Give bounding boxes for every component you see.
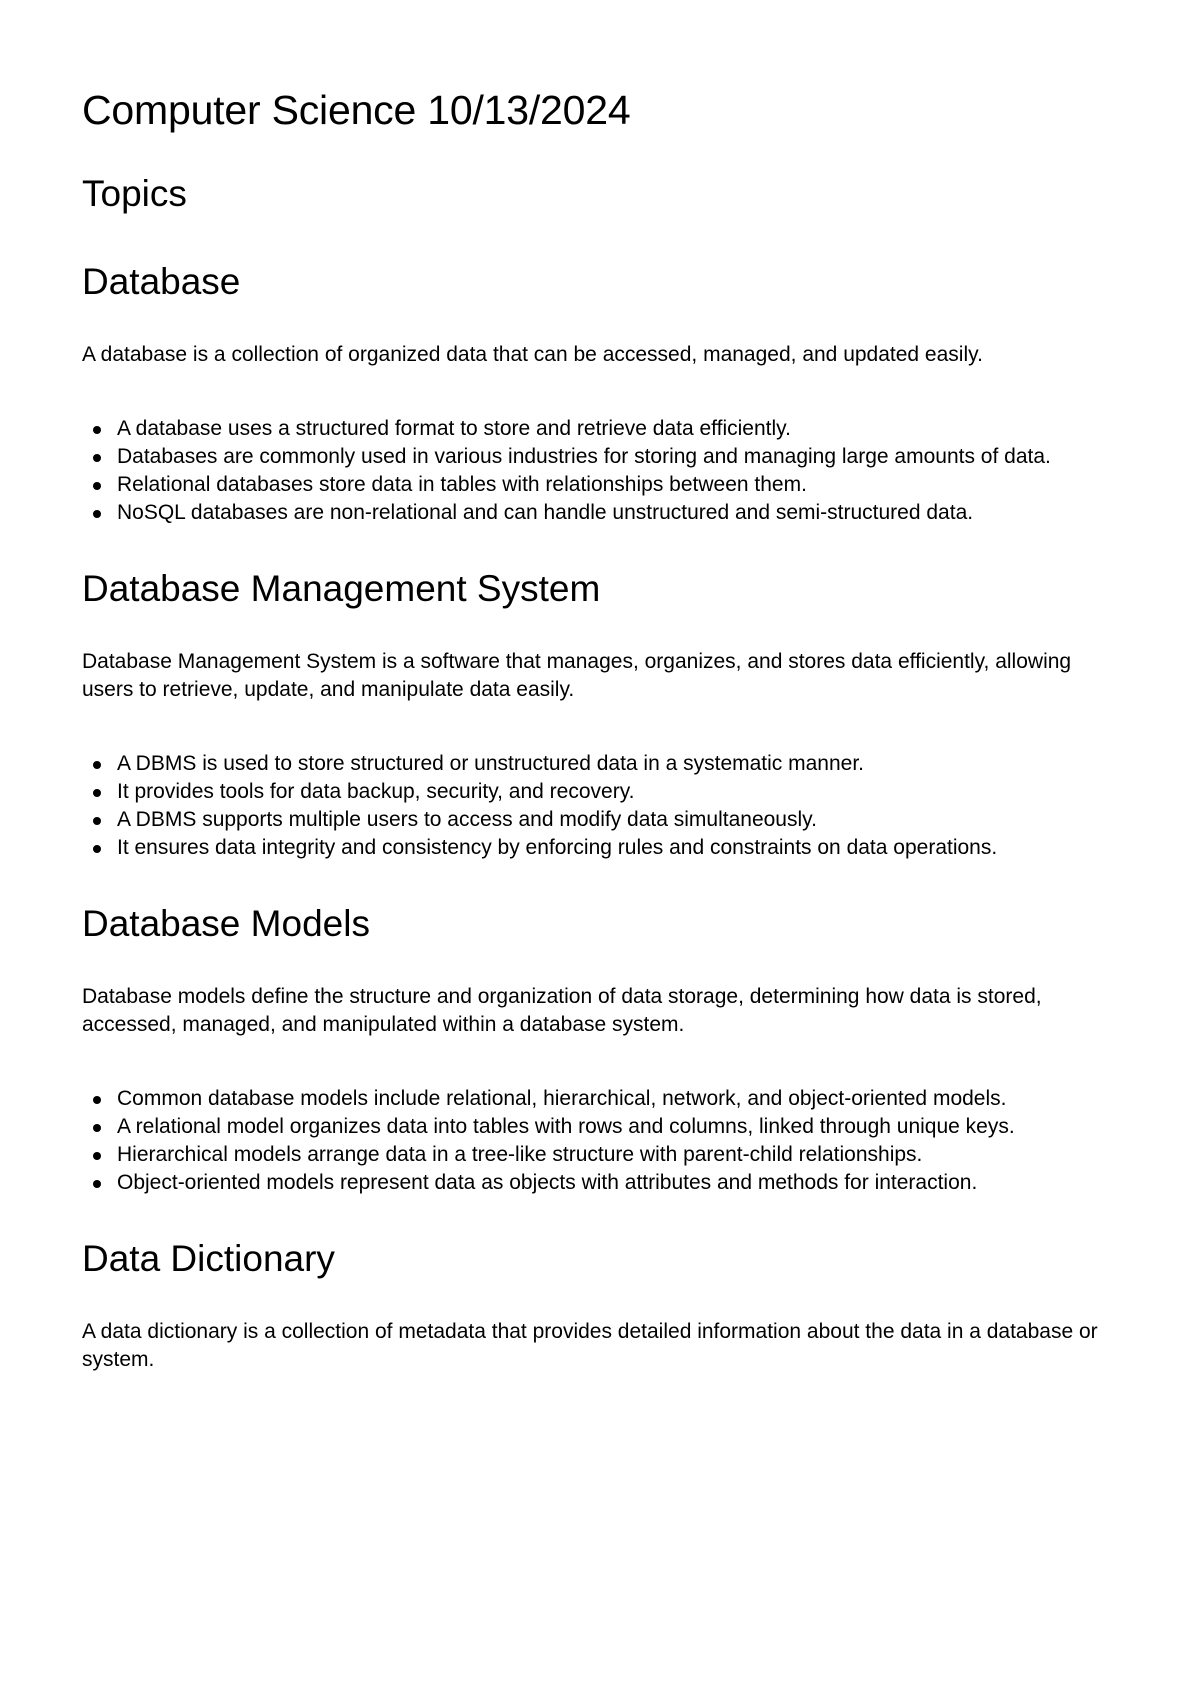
list-item-text: NoSQL databases are non-relational and can handle unstructured and semi-structured data. (117, 501, 974, 524)
bullet-list (82, 750, 1120, 862)
section-database-models (82, 900, 1120, 1197)
list-item (82, 806, 1127, 834)
list-item (82, 1141, 1127, 1169)
list-item-text: Object-oriented models represent data as objects with attributes and methods for interaction. (117, 1171, 978, 1194)
section-paragraph: A database is a collection of organized data that can be accessed, managed, and updated easily. (82, 343, 983, 366)
list-item (82, 1085, 1127, 1113)
bullet-icon (93, 1152, 101, 1160)
list-item (82, 778, 1127, 806)
page-title: Computer Science 10/13/2024 (82, 87, 631, 133)
list-item-text: Relational databases store data in tables with relationships between them. (117, 473, 807, 496)
topics-heading: Topics (82, 173, 187, 214)
list-item-text: Databases are commonly used in various industries for storing and managing large amounts of data. (117, 445, 1051, 468)
bullet-icon (93, 845, 101, 853)
section-paragraph: Database Management System is a software that manages, organizes, and stores data efficiently, allowing users to retrieve, update, and manipulate data easily. (82, 650, 1072, 701)
section-heading: Database Models (82, 903, 370, 944)
section-database (82, 258, 1120, 527)
bullet-icon (93, 761, 101, 769)
bullet-icon (93, 510, 101, 518)
list-item (82, 443, 1127, 471)
bullet-icon (93, 817, 101, 825)
list-item-text: A DBMS supports multiple users to access and modify data simultaneously. (117, 808, 817, 831)
list-item (82, 471, 1127, 499)
list-item-text: Hierarchical models arrange data in a tree-like structure with parent-child relationships. (117, 1143, 923, 1166)
bullet-icon (93, 426, 101, 434)
list-item-text: A database uses a structured format to store and retrieve data efficiently. (117, 417, 791, 440)
bullet-icon (93, 789, 101, 797)
list-item (82, 415, 1127, 443)
bullet-icon (93, 1180, 101, 1188)
section-heading: Database Management System (82, 568, 601, 609)
list-item (82, 834, 1127, 862)
list-item (82, 499, 1127, 527)
bullet-list (82, 1085, 1120, 1197)
bullet-icon (93, 482, 101, 490)
list-item-text: It ensures data integrity and consistency by enforcing rules and constraints on data operations. (117, 836, 998, 859)
list-item-text: It provides tools for data backup, security, and recovery. (117, 780, 635, 803)
section-dbms (82, 565, 1120, 862)
section-data-dictionary (82, 1235, 1120, 1374)
list-item (82, 750, 1127, 778)
bullet-icon (93, 1124, 101, 1132)
bullet-icon (93, 1096, 101, 1104)
section-paragraph: Database models define the structure and organization of data storage, determining how data is stored, accessed, managed, and manipulated within a database system. (82, 985, 1042, 1036)
section-heading: Database (82, 261, 241, 302)
section-paragraph: A data dictionary is a collection of metadata that provides detailed information about the data in a database or system. (82, 1320, 1098, 1371)
bullet-icon (93, 454, 101, 462)
list-item-text: Common database models include relational, hierarchical, network, and object-oriented models. (117, 1087, 1007, 1110)
section-heading: Data Dictionary (82, 1238, 335, 1279)
list-item-text: A relational model organizes data into tables with rows and columns, linked through unique keys. (117, 1115, 1015, 1138)
list-item (82, 1169, 1127, 1197)
list-item-text: A DBMS is used to store structured or unstructured data in a systematic manner. (117, 752, 865, 775)
list-item (82, 1113, 1127, 1141)
bullet-list (82, 415, 1120, 527)
